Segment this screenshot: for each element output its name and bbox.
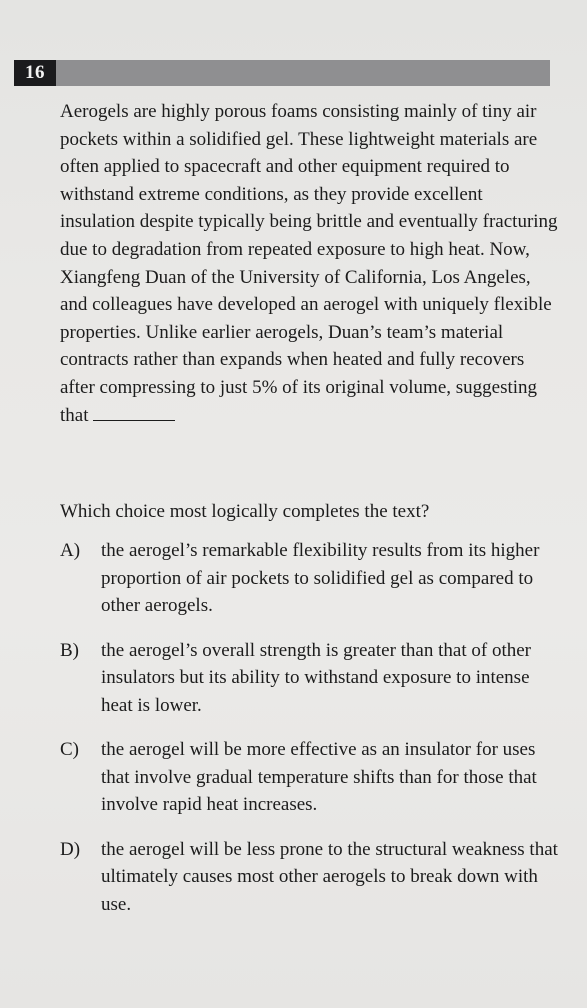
choice-text: the aerogel’s overall strength is greater than that of other insulators but its ability to withstand exposure to intense heat is lower. <box>101 639 531 716</box>
question-header-bar <box>14 60 550 86</box>
choice-d[interactable] <box>60 836 560 919</box>
choice-c[interactable] <box>60 736 560 819</box>
choice-a[interactable] <box>60 537 560 620</box>
question-number: 16 <box>14 60 56 86</box>
answer-blank <box>93 404 175 421</box>
answer-choices <box>60 537 560 935</box>
choice-letter: C) <box>60 739 79 760</box>
choice-text: the aerogel will be more effective as an insulator for uses that involve gradual temperature shifts than for those that involve rapid heat increases. <box>101 739 537 815</box>
choice-text: the aerogel’s remarkable flexibility results from its higher proportion of air pockets to solidified gel as compared to other aerogels. <box>101 540 540 616</box>
choice-text: the aerogel will be less prone to the structural weakness that ultimately causes most other aerogels to break down with use. <box>101 838 558 915</box>
passage-body: Aerogels are highly porous foams consisting mainly of tiny air pockets within a solidified gel. These lightweight materials are often applied to spacecraft and other equipment required to withstand extreme conditions, as they provide excellent insulation despite typically being brittle and eventually fracturing due to degradation from repeated exposure to high heat. Now, Xiangfeng Duan of the University of California, Los Angeles, and colleagues have developed an aerogel with uniquely flexible properties. Unlike earlier aerogels, Duan’s team’s material contracts rather than expands when heated and fully recovers after compressing to just 5% of its original volume, suggesting that <box>60 101 558 426</box>
choice-b[interactable] <box>60 637 560 720</box>
choice-letter: A) <box>60 540 81 561</box>
passage-text <box>60 98 560 429</box>
choice-letter: B) <box>60 639 79 661</box>
choice-letter: D) <box>60 838 81 860</box>
header-rule <box>56 60 550 86</box>
question-prompt: Which choice most logically completes the text? <box>60 501 430 522</box>
